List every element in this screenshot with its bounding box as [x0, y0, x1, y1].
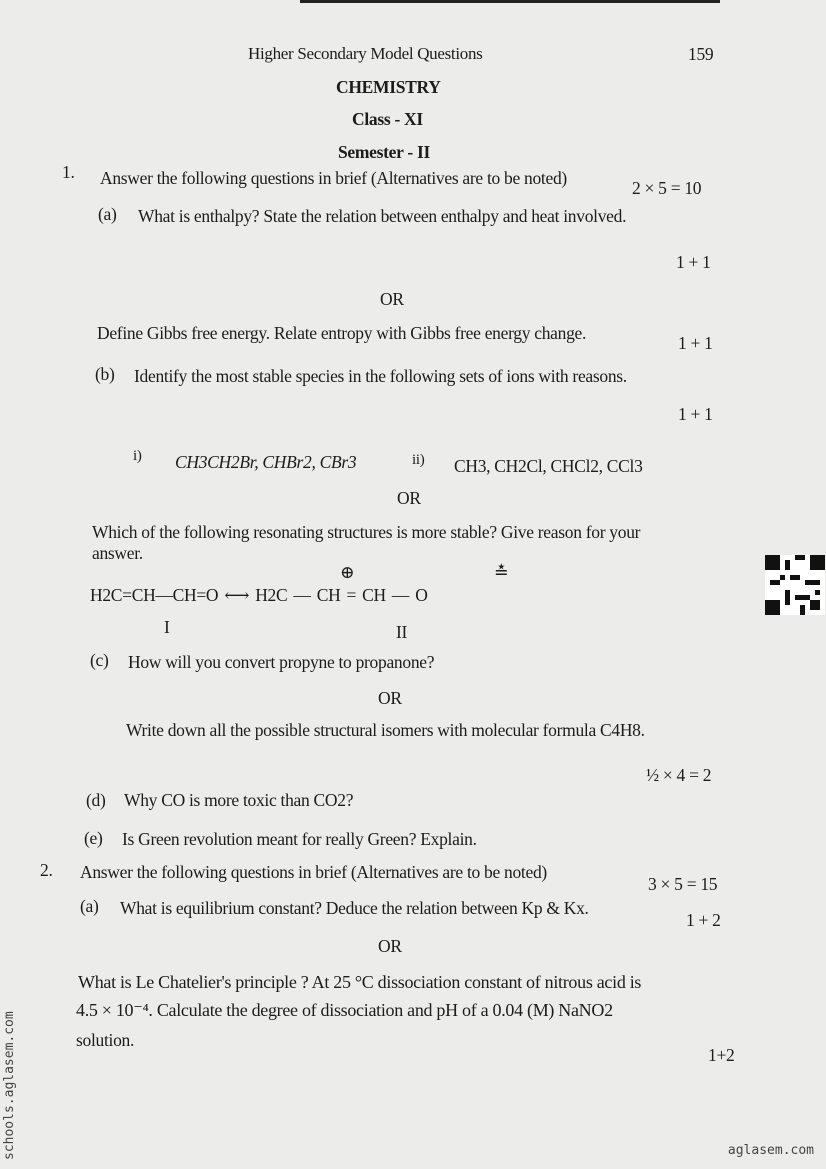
- watermark-left: schools.aglasem.com: [2, 1011, 17, 1160]
- q1c-marks: ½ × 4 = 2: [646, 765, 712, 785]
- structure-label-II: II: [396, 622, 408, 642]
- q1d-text: Why CO is more toxic than CO2?: [124, 790, 354, 810]
- plus-charge: ⊕: [340, 562, 355, 582]
- q1d-label: (d): [86, 790, 106, 810]
- q1-text: Answer the following questions in brief (Alternatives are to be noted): [100, 168, 567, 188]
- q1b-ii-label: ii): [412, 452, 425, 468]
- q1c-text: How will you convert propyne to propanone?: [128, 652, 435, 672]
- q1a-alt-marks: 1 + 1: [678, 333, 713, 353]
- watermark-right: aglasem.com: [727, 1143, 814, 1158]
- q1b-or: OR: [397, 488, 421, 508]
- q1a-or: OR: [380, 289, 404, 309]
- q1a-text: What is enthalpy? State the relation between enthalpy and heat involved.: [138, 206, 627, 226]
- q1b-i-formula: CH3CH2Br, CHBr2, CBr3: [175, 452, 357, 472]
- q1e-label: (e): [84, 828, 103, 848]
- q1-marks: 2 × 5 = 10: [632, 178, 702, 198]
- minus-charge: ≛: [494, 562, 509, 582]
- q2-text: Answer the following questions in brief (Alternatives are to be noted): [80, 862, 547, 882]
- page-number: 159: [688, 44, 714, 64]
- q1c-or: OR: [378, 688, 402, 708]
- q1b-alt-line2: answer.: [92, 543, 143, 563]
- q2a-alt-marks: 1+2: [708, 1045, 735, 1065]
- q2a-text: What is equilibrium constant? Deduce the relation between Kp & Kx.: [120, 898, 589, 918]
- q2-marks: 3 × 5 = 15: [648, 874, 718, 894]
- q1c-label: (c): [90, 650, 109, 670]
- q2-number: 2.: [40, 860, 53, 880]
- q1b-text: Identify the most stable species in the following sets of ions with reasons.: [134, 366, 627, 386]
- q1b-alt-line1: Which of the following resonating structures is more stable? Give reason for your: [92, 522, 641, 542]
- q1e-text: Is Green revolution meant for really Green? Explain.: [122, 829, 477, 849]
- structure-label-I: I: [164, 617, 170, 637]
- subject-title: CHEMISTRY: [336, 77, 441, 97]
- q1a-marks: 1 + 1: [676, 252, 711, 272]
- semester-title: Semester - II: [338, 142, 430, 162]
- class-title: Class - XI: [352, 109, 423, 129]
- q1a-label: (a): [98, 204, 117, 224]
- resonance-structures: H2C=CH—CH=O ⟷ H2C — CH = CH — O: [90, 585, 428, 605]
- q2a-marks: 1 + 2: [686, 910, 721, 930]
- qr-code-icon: [765, 555, 825, 615]
- q2a-label: (a): [80, 896, 99, 916]
- running-title: Higher Secondary Model Questions: [248, 44, 483, 63]
- q1b-marks: 1 + 1: [678, 404, 713, 424]
- q2a-alt-line3: solution.: [76, 1030, 135, 1050]
- q2a-alt-line2: 4.5 × 10⁻⁴. Calculate the degree of dissociation and pH of a 0.04 (M) NaNO2: [76, 1000, 613, 1020]
- q2a-or: OR: [378, 936, 402, 956]
- q1c-alt: Write down all the possible structural isomers with molecular formula C4H8.: [126, 720, 645, 740]
- q1b-i-label: i): [133, 448, 142, 464]
- q1b-label: (b): [95, 364, 115, 384]
- scan-edge: [300, 0, 720, 3]
- q1-number: 1.: [62, 162, 75, 182]
- q2a-alt-line1: What is Le Chatelier's principle ? At 25 °C dissociation constant of nitrous acid is: [78, 972, 642, 992]
- q1b-ii-formula: CH3, CH2Cl, CHCl2, CCl3: [454, 456, 643, 476]
- q1a-alt: Define Gibbs free energy. Relate entropy with Gibbs free energy change.: [97, 323, 587, 343]
